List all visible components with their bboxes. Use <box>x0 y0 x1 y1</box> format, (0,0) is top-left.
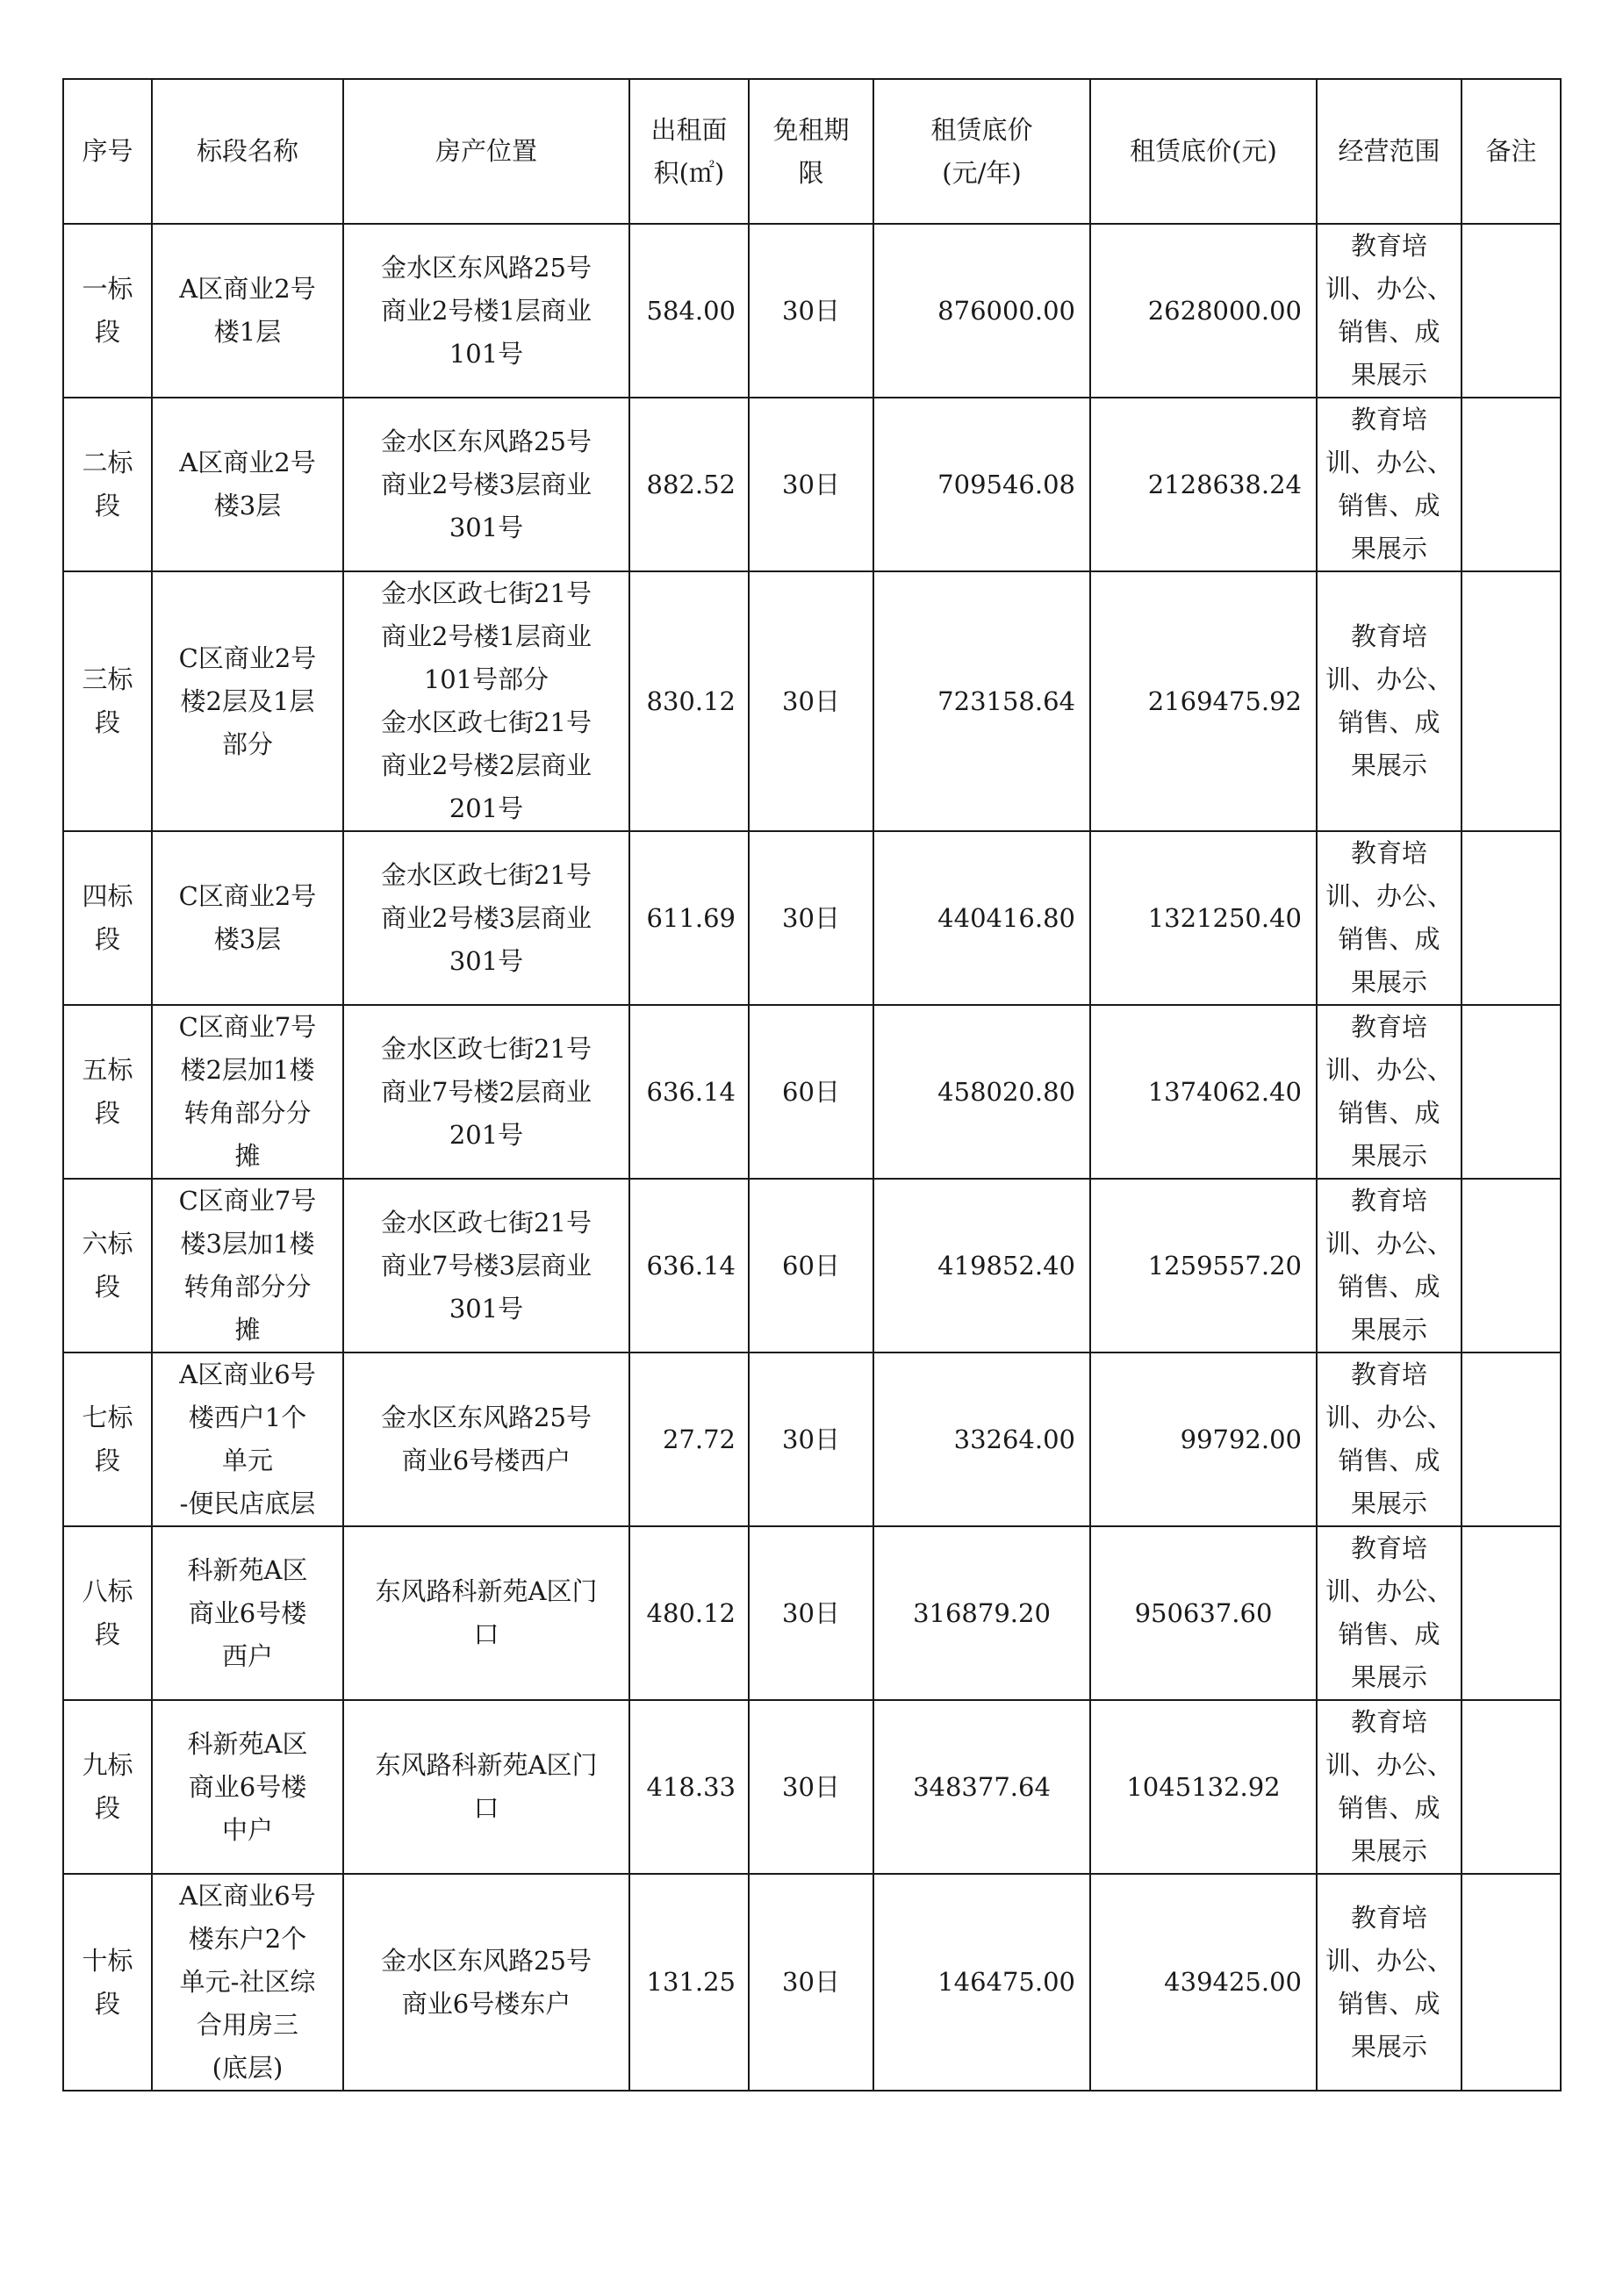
cell-location: 金水区东风路25号 商业2号楼3层商业 301号 <box>343 398 629 571</box>
header-total-price: 租赁底价(元) <box>1090 79 1317 224</box>
cell-index: 七标 段 <box>63 1352 152 1526</box>
cell-section-name: C区商业7号 楼3层加1楼 转角部分分 摊 <box>152 1179 343 1352</box>
cell-business-scope: 教育培 训、办公、 销售、成 果展示 <box>1317 1179 1461 1352</box>
table-row <box>63 831 1561 1005</box>
cell-location: 金水区东风路25号 商业2号楼1层商业 101号 <box>343 224 629 398</box>
cell-section-name: C区商业7号 楼2层加1楼 转角部分分 摊 <box>152 1005 343 1179</box>
cell-location: 金水区政七街21号 商业2号楼3层商业 301号 <box>343 831 629 1005</box>
cell-area: 830.12 <box>629 571 749 831</box>
cell-remarks <box>1461 1874 1561 2091</box>
cell-total-price: 950637.60 <box>1090 1526 1317 1700</box>
table-row <box>63 1352 1561 1526</box>
header-remarks: 备注 <box>1461 79 1561 224</box>
lease-table <box>62 78 1562 2092</box>
cell-free-period: 30日 <box>749 571 873 831</box>
cell-section-name: A区商业6号 楼东户2个 单元-社区综 合用房三 (底层) <box>152 1874 343 2091</box>
header-area: 出租面 积(㎡) <box>629 79 749 224</box>
cell-remarks <box>1461 398 1561 571</box>
cell-index: 四标 段 <box>63 831 152 1005</box>
cell-location: 金水区东风路25号 商业6号楼东户 <box>343 1874 629 2091</box>
cell-area: 882.52 <box>629 398 749 571</box>
cell-free-period: 60日 <box>749 1005 873 1179</box>
cell-location: 东风路科新苑A区门 口 <box>343 1526 629 1700</box>
table-row <box>63 398 1561 571</box>
header-annual-price: 租赁底价 (元/年) <box>873 79 1090 224</box>
cell-free-period: 60日 <box>749 1179 873 1352</box>
table-row <box>63 1874 1561 2091</box>
cell-area: 584.00 <box>629 224 749 398</box>
cell-free-period: 30日 <box>749 224 873 398</box>
cell-total-price: 1321250.40 <box>1090 831 1317 1005</box>
header-index: 序号 <box>63 79 152 224</box>
table-row <box>63 571 1561 831</box>
cell-annual-price: 316879.20 <box>873 1526 1090 1700</box>
cell-remarks <box>1461 224 1561 398</box>
table-header <box>63 79 1561 224</box>
header-location: 房产位置 <box>343 79 629 224</box>
cell-remarks <box>1461 1352 1561 1526</box>
cell-index: 六标 段 <box>63 1179 152 1352</box>
table-row <box>63 1005 1561 1179</box>
cell-area: 480.12 <box>629 1526 749 1700</box>
cell-index: 二标 段 <box>63 398 152 571</box>
cell-free-period: 30日 <box>749 1526 873 1700</box>
header-row <box>63 79 1561 224</box>
cell-free-period: 30日 <box>749 1700 873 1874</box>
cell-annual-price: 723158.64 <box>873 571 1090 831</box>
cell-remarks <box>1461 571 1561 831</box>
cell-remarks <box>1461 1179 1561 1352</box>
cell-total-price: 99792.00 <box>1090 1352 1317 1526</box>
cell-business-scope: 教育培 训、办公、 销售、成 果展示 <box>1317 1352 1461 1526</box>
cell-section-name: A区商业2号 楼1层 <box>152 224 343 398</box>
header-business-scope: 经营范围 <box>1317 79 1461 224</box>
cell-location: 金水区政七街21号 商业2号楼1层商业 101号部分 金水区政七街21号 商业2号楼2层商业 201号 <box>343 571 629 831</box>
cell-annual-price: 709546.08 <box>873 398 1090 571</box>
cell-annual-price: 419852.40 <box>873 1179 1090 1352</box>
cell-location: 金水区政七街21号 商业7号楼2层商业 201号 <box>343 1005 629 1179</box>
cell-annual-price: 876000.00 <box>873 224 1090 398</box>
header-section-name: 标段名称 <box>152 79 343 224</box>
cell-index: 一标 段 <box>63 224 152 398</box>
cell-section-name: 科新苑A区 商业6号楼 中户 <box>152 1700 343 1874</box>
cell-area: 636.14 <box>629 1005 749 1179</box>
cell-location: 东风路科新苑A区门 口 <box>343 1700 629 1874</box>
cell-index: 三标 段 <box>63 571 152 831</box>
cell-free-period: 30日 <box>749 398 873 571</box>
cell-annual-price: 33264.00 <box>873 1352 1090 1526</box>
cell-business-scope: 教育培 训、办公、 销售、成 果展示 <box>1317 571 1461 831</box>
cell-area: 418.33 <box>629 1700 749 1874</box>
header-free-period: 免租期 限 <box>749 79 873 224</box>
cell-business-scope: 教育培 训、办公、 销售、成 果展示 <box>1317 1700 1461 1874</box>
cell-business-scope: 教育培 训、办公、 销售、成 果展示 <box>1317 1874 1461 2091</box>
cell-annual-price: 440416.80 <box>873 831 1090 1005</box>
cell-remarks <box>1461 1005 1561 1179</box>
cell-business-scope: 教育培 训、办公、 销售、成 果展示 <box>1317 224 1461 398</box>
cell-remarks <box>1461 1700 1561 1874</box>
cell-free-period: 30日 <box>749 831 873 1005</box>
cell-area: 611.69 <box>629 831 749 1005</box>
cell-total-price: 1045132.92 <box>1090 1700 1317 1874</box>
cell-total-price: 1374062.40 <box>1090 1005 1317 1179</box>
cell-section-name: C区商业2号 楼2层及1层 部分 <box>152 571 343 831</box>
cell-location: 金水区政七街21号 商业7号楼3层商业 301号 <box>343 1179 629 1352</box>
cell-total-price: 2128638.24 <box>1090 398 1317 571</box>
cell-annual-price: 458020.80 <box>873 1005 1090 1179</box>
cell-area: 636.14 <box>629 1179 749 1352</box>
cell-location: 金水区东风路25号 商业6号楼西户 <box>343 1352 629 1526</box>
cell-total-price: 2628000.00 <box>1090 224 1317 398</box>
table-row <box>63 1526 1561 1700</box>
cell-free-period: 30日 <box>749 1874 873 2091</box>
cell-index: 八标 段 <box>63 1526 152 1700</box>
cell-total-price: 439425.00 <box>1090 1874 1317 2091</box>
cell-annual-price: 348377.64 <box>873 1700 1090 1874</box>
cell-total-price: 2169475.92 <box>1090 571 1317 831</box>
cell-section-name: C区商业2号 楼3层 <box>152 831 343 1005</box>
table-row <box>63 1700 1561 1874</box>
cell-area: 27.72 <box>629 1352 749 1526</box>
cell-remarks <box>1461 831 1561 1005</box>
cell-index: 五标 段 <box>63 1005 152 1179</box>
cell-section-name: 科新苑A区 商业6号楼 西户 <box>152 1526 343 1700</box>
cell-remarks <box>1461 1526 1561 1700</box>
cell-business-scope: 教育培 训、办公、 销售、成 果展示 <box>1317 398 1461 571</box>
cell-free-period: 30日 <box>749 1352 873 1526</box>
cell-area: 131.25 <box>629 1874 749 2091</box>
table-body <box>63 224 1561 2091</box>
cell-index: 九标 段 <box>63 1700 152 1874</box>
cell-business-scope: 教育培 训、办公、 销售、成 果展示 <box>1317 1526 1461 1700</box>
cell-annual-price: 146475.00 <box>873 1874 1090 2091</box>
cell-total-price: 1259557.20 <box>1090 1179 1317 1352</box>
cell-section-name: A区商业6号 楼西户1个 单元 -便民店底层 <box>152 1352 343 1526</box>
table-row <box>63 224 1561 398</box>
cell-section-name: A区商业2号 楼3层 <box>152 398 343 571</box>
cell-business-scope: 教育培 训、办公、 销售、成 果展示 <box>1317 1005 1461 1179</box>
cell-business-scope: 教育培 训、办公、 销售、成 果展示 <box>1317 831 1461 1005</box>
cell-index: 十标 段 <box>63 1874 152 2091</box>
table-row <box>63 1179 1561 1352</box>
